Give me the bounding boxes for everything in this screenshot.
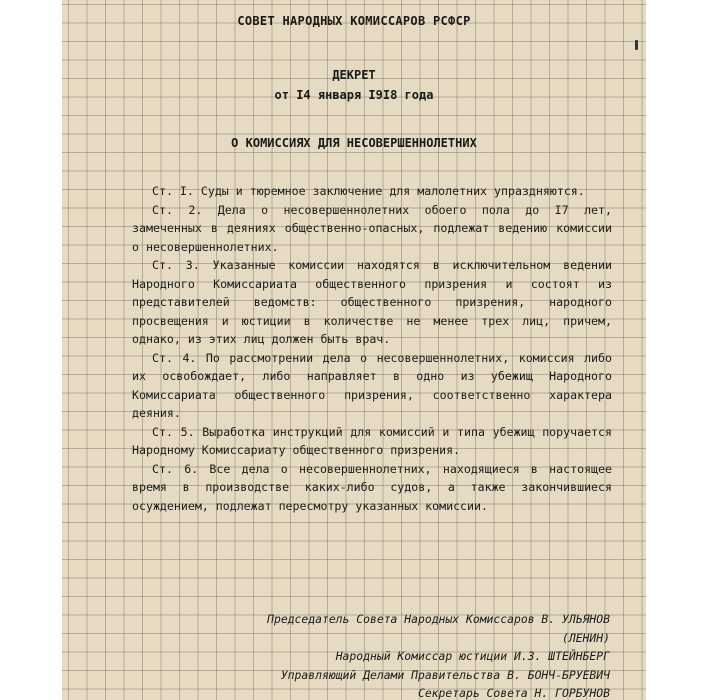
signature-justice-commissar: Народный Комиссар юстиции И.З. ШТЕЙНБЕРГ xyxy=(335,649,610,663)
article-2: Ст. 2. Дела о несовершеннолетних обоего пола до I7 лет, замеченных в деяниях общественно-опасных, подлежат ведению комиссии о несовершеннолетних. xyxy=(132,202,612,254)
article-6: Ст. 6. Все дела о несовершеннолетних, находящиеся в настоящее время в производстве каких-либо судов, а также закончившиеся осуждением, подлежат пересмотру указанных комиссии. xyxy=(132,461,612,513)
article-3: Ст. 3. Указанные комиссии находятся в исключительном ведении Народного Комиссариата общественного призрения и состоят из представителей ведомств: общественного призрения, народного просвещения и юстиции в количестве не менее трех лиц, причем, однако, из этих лиц должен быть врач. xyxy=(132,258,612,346)
issuing-body: СОВЕТ НАРОДНЫХ КОМИССАРОВ РСФСР xyxy=(237,14,471,28)
binder-mark xyxy=(635,40,638,50)
article-5: Ст. 5. Выработка инструкций для комиссий и типа убежищ поручается Народному Комиссариату общественного призрения. xyxy=(132,424,612,457)
signature-block xyxy=(150,610,610,700)
signature-affairs-manager: Управляющий Делами Правительства В. БОНЧ-БРУЕВИЧ xyxy=(280,667,610,682)
signature-secretary: Секретарь Совета Н. ГОРБУНОВ xyxy=(417,686,610,700)
document-subject: О КОМИССИЯХ ДЛЯ НЕСОВЕРШЕННОЛЕТНИХ xyxy=(231,136,477,150)
document-type: ДЕКРЕТ xyxy=(332,68,376,82)
article-1: Ст. I. Суды и тюремное заключение для малолетних упраздняются. xyxy=(152,184,585,198)
article-4: Ст. 4. По рассмотрении дела о несовершеннолетних, комиссия либо их освобождает, либо направляет в одно из убежищ Народного Комиссариата общественного призрения, соответственно характера деяния. xyxy=(132,350,612,420)
decree-body xyxy=(132,182,612,515)
document-date: от I4 января I9I8 года xyxy=(274,88,434,102)
document-sheet xyxy=(62,0,646,700)
signature-chairman: Председатель Совета Народных Комиссаров В. УЛЬЯНОВ xyxy=(267,612,610,626)
signature-chairman-alias: (ЛЕНИН) xyxy=(561,630,610,645)
